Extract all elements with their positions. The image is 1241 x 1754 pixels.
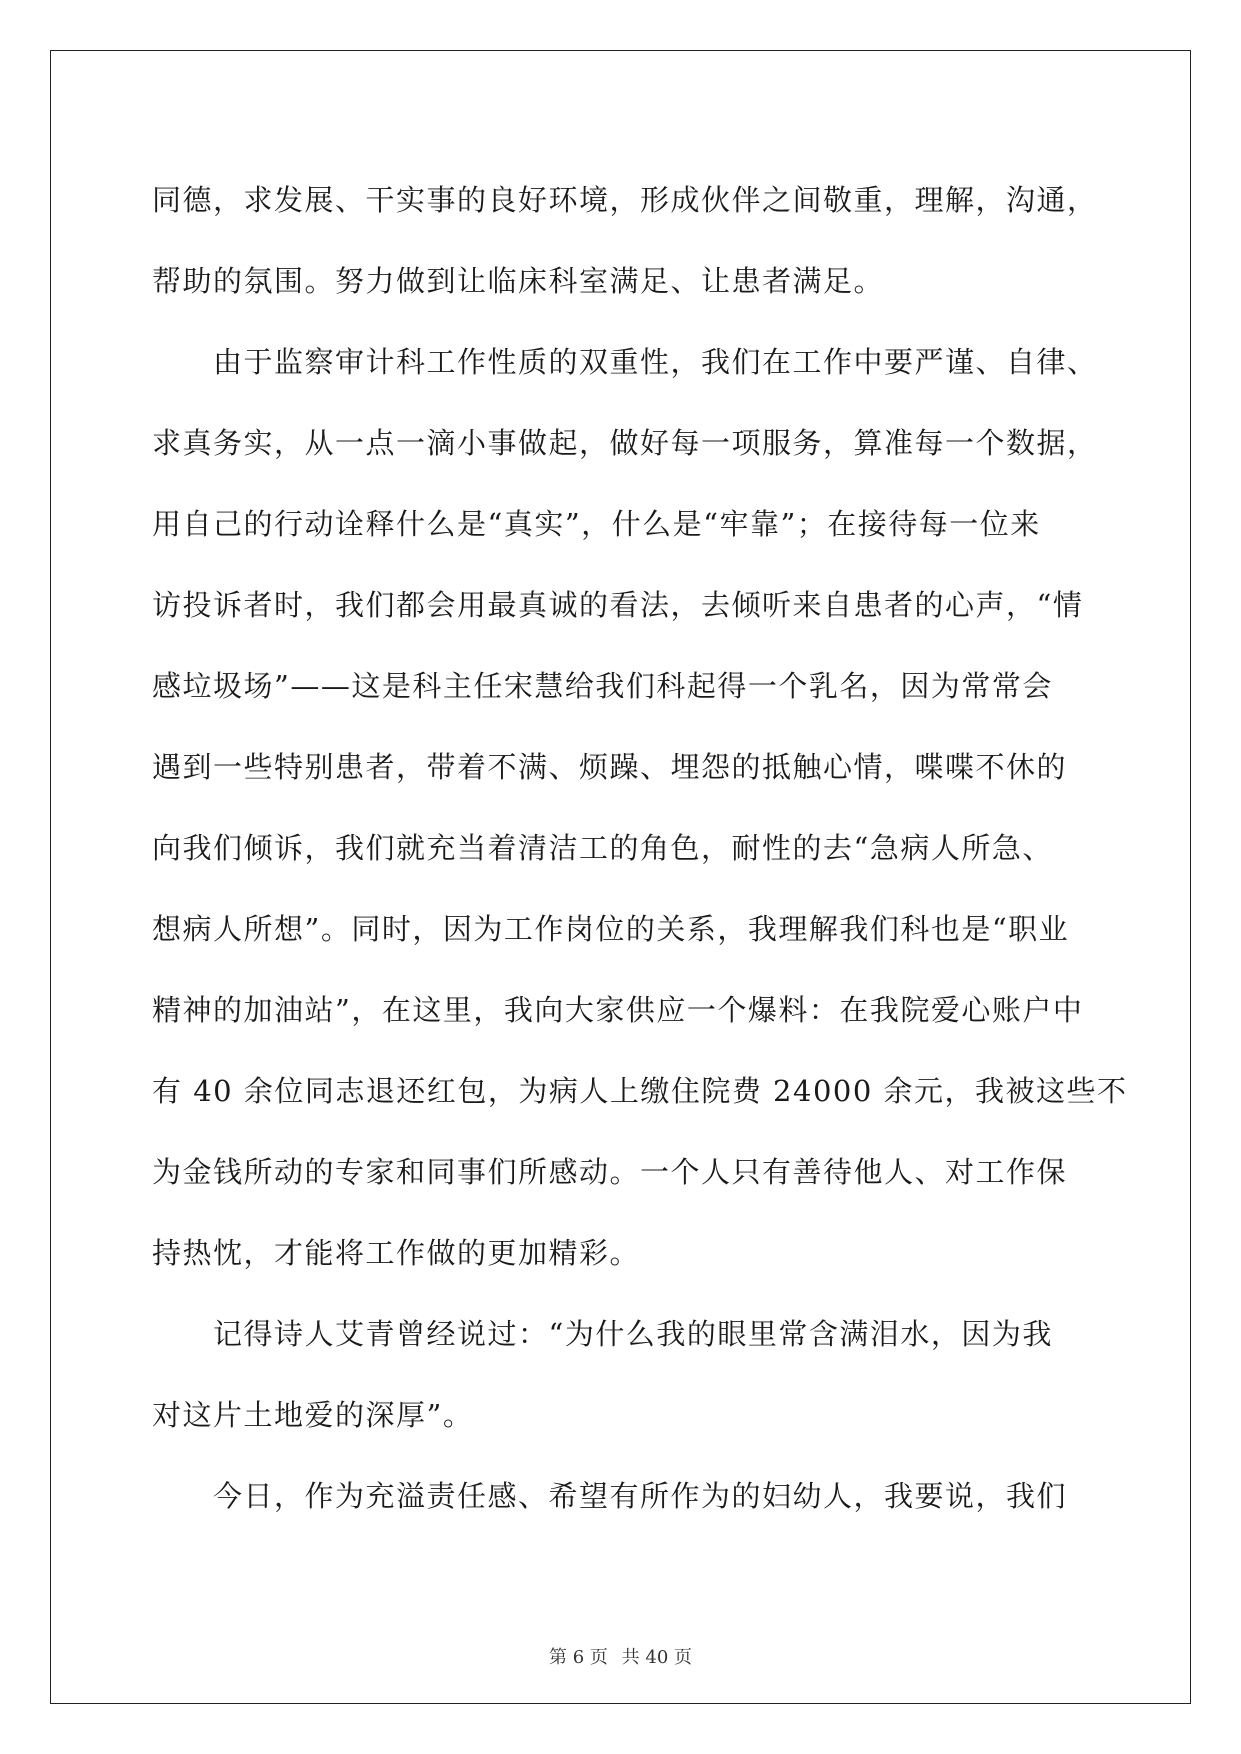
page-footer — [0, 1643, 1241, 1669]
document-body — [152, 160, 1128, 1537]
text-line: 同德，求发展、干实事的良好环境，形成伙伴之间敬重，理解，沟通， — [152, 183, 1098, 217]
paragraph-4 — [152, 1456, 1088, 1537]
page-number: 第 6 页 — [549, 1647, 608, 1668]
text-line: 向我们倾诉，我们就充当着清洁工的角色，耐性的去“急病人所急、 — [152, 831, 1053, 865]
text-line: 记得诗人艾青曾经说过：“为什么我的眼里常含满泪水，因为我 — [152, 1317, 1053, 1351]
text-line: 有 40 余位同志退还红包，为病人上缴住院费 24000 余元，我被这些不 — [152, 1074, 1128, 1108]
text-line: 精神的加油站”，在这里，我向大家供应一个爆料：在我院爱心账户中 — [152, 993, 1084, 1027]
text-line: 求真务实，从一点一滴小事做起，做好每一项服务，算准每一个数据， — [152, 426, 1098, 460]
paragraph-1 — [152, 160, 1098, 322]
text-line: 遇到一些特别患者，带着不满、烦躁、埋怨的抵触心情，喋喋不休的 — [152, 750, 1068, 784]
text-line: 用自己的行动诠释什么是“真实”，什么是“牢靠”；在接待每一位来 — [152, 507, 1041, 541]
text-line: 今日，作为充溢责任感、希望有所作为的妇幼人，我要说，我们 — [152, 1479, 1068, 1513]
paragraph-3 — [152, 1294, 1088, 1456]
text-line: 想病人所想”。同时，因为工作岗位的关系，我理解我们科也是“职业 — [152, 912, 1070, 946]
text-line: 为金钱所动的专家和同事们所感动。一个人只有善待他人、对工作保 — [152, 1155, 1068, 1189]
page-total: 共 40 页 — [621, 1647, 692, 1668]
text-line: 感垃圾场”——这是科主任宋慧给我们科起得一个乳名，因为常常会 — [152, 669, 1053, 703]
text-line: 对这片土地爱的深厚”。 — [152, 1398, 474, 1432]
paragraph-2 — [152, 322, 1128, 1294]
text-line: 由于监察审计科工作性质的双重性，我们在工作中要严谨、自律、 — [152, 345, 1098, 379]
text-line: 帮助的氛围。努力做到让临床科室满足、让患者满足。 — [152, 264, 885, 298]
text-line: 访投诉者时，我们都会用最真诚的看法，去倾听来自患者的心声，“情 — [152, 588, 1084, 622]
text-line: 持热忱，才能将工作做的更加精彩。 — [152, 1236, 641, 1270]
